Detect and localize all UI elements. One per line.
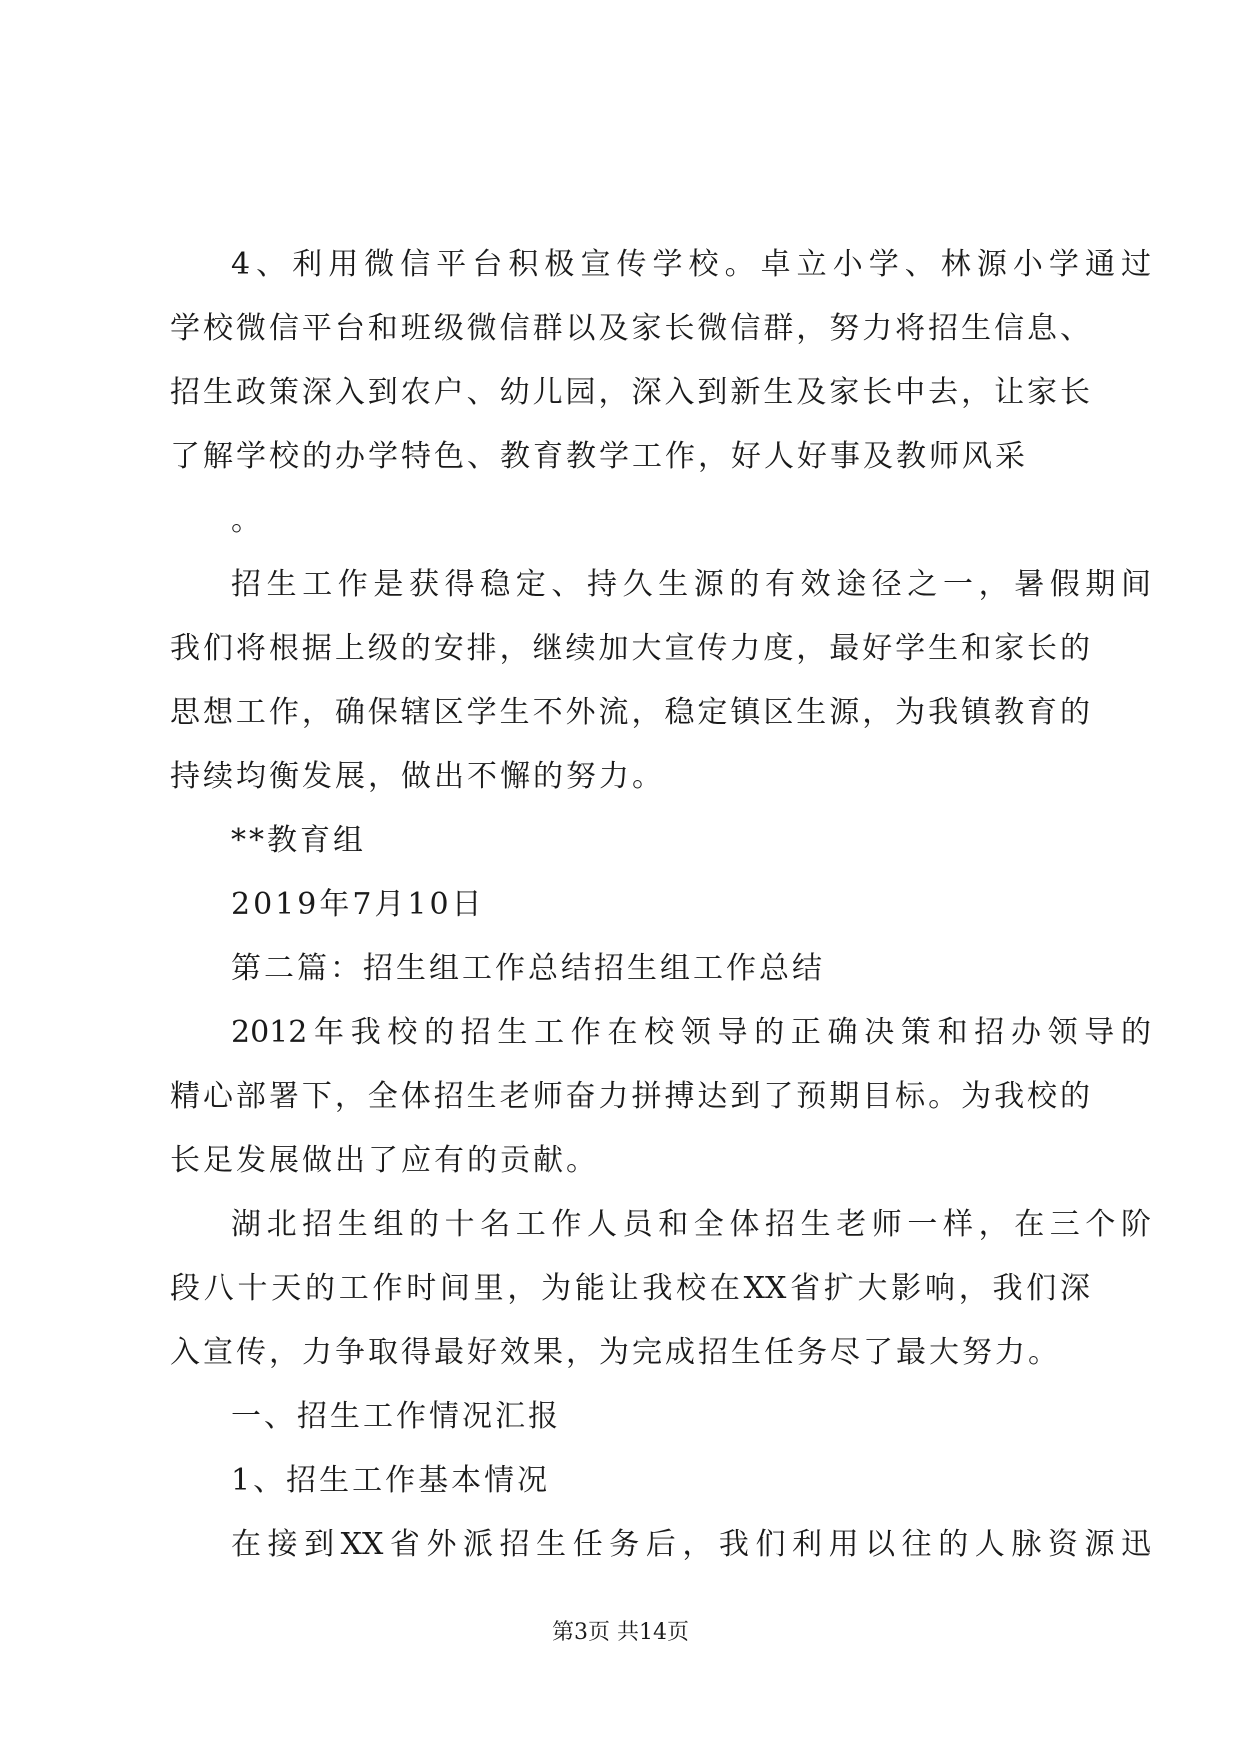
text-line: 了解学校的办学特色、教育教学工作，好人好事及教师风采	[170, 439, 1028, 474]
text-line: 持续均衡发展，做出不懈的努力。	[170, 759, 665, 794]
page-number: 第3页 共14页	[552, 1620, 689, 1645]
text-line: 入宣传，力争取得最好效果，为完成招生任务尽了最大努力。	[170, 1335, 1061, 1370]
text-line: 2012年我校的招生工作在校领导的正确决策和招办领导的	[231, 1015, 1151, 1050]
text-line: 段八十天的工作时间里，为能让我校在XX省扩大影响，我们深	[170, 1271, 1090, 1306]
page-footer	[0, 1618, 1241, 1648]
section-heading: 第二篇：招生组工作总结招生组工作总结	[231, 951, 825, 986]
subsection-heading: 一、招生工作情况汇报	[231, 1399, 561, 1434]
signature-org: **教育组	[231, 823, 366, 858]
text-line: 学校微信平台和班级微信群以及家长微信群，努力将招生信息、	[170, 311, 1090, 346]
text-line: 湖北招生组的十名工作人员和全体招生老师一样，在三个阶	[231, 1207, 1151, 1242]
text-line: 4、利用微信平台积极宣传学校。卓立小学、林源小学通过	[231, 247, 1151, 282]
text-line: 。	[231, 503, 264, 538]
text-line: 招生政策深入到农户、幼儿园，深入到新生及家长中去，让家长	[170, 375, 1090, 410]
text-line: 我们将根据上级的安排，继续加大宣传力度，最好学生和家长的	[170, 631, 1090, 666]
document-body	[170, 233, 1151, 1577]
signature-date: 2019年7月10日	[231, 887, 485, 922]
text-line: 长足发展做出了应有的贡献。	[170, 1143, 599, 1178]
text-line: 招生工作是获得稳定、持久生源的有效途径之一，暑假期间	[231, 567, 1151, 602]
text-line: 在接到XX省外派招生任务后，我们利用以往的人脉资源迅	[231, 1527, 1151, 1562]
text-line: 精心部署下，全体招生老师奋力拼搏达到了预期目标。为我校的	[170, 1079, 1090, 1114]
text-line: 思想工作，确保辖区学生不外流，稳定镇区生源，为我镇教育的	[170, 695, 1090, 730]
subsection-heading: 1、招生工作基本情况	[231, 1463, 551, 1498]
